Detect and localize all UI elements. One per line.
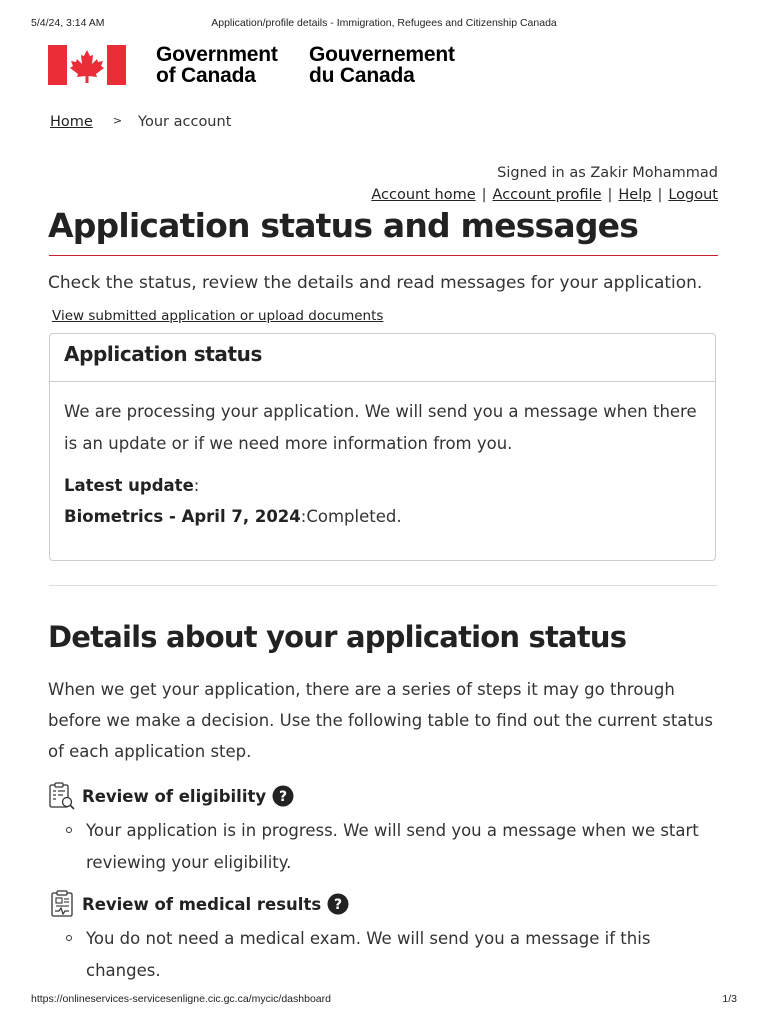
details-title: Details about your application status xyxy=(48,620,627,654)
title-underline xyxy=(49,255,718,256)
breadcrumb-separator: > xyxy=(112,114,123,127)
account-navigation xyxy=(371,187,718,203)
nav-separator: | xyxy=(607,187,613,203)
latest-update xyxy=(64,470,701,532)
step-text: Your application is in progress. We will send you a message when we start reviewing your eligibility. xyxy=(86,821,699,872)
step-header xyxy=(48,781,728,811)
svg-text:?: ? xyxy=(279,789,288,805)
intro-text xyxy=(48,267,723,332)
latest-update-label: Latest update xyxy=(64,476,194,495)
application-status-body xyxy=(50,382,715,546)
print-datetime: 5/4/24, 3:14 AM xyxy=(31,17,105,29)
details-intro: When we get your application, there are a series of steps it may go through before we make a decision. Use the following table to find out the current status of each application step. xyxy=(48,680,713,761)
latest-update-value: :Completed. xyxy=(300,507,402,526)
print-page-title: Application/profile details - Immigration, Refugees and Citizenship Canada xyxy=(211,17,557,29)
section-divider xyxy=(49,585,718,586)
help-link[interactable]: Help xyxy=(618,187,652,203)
account-profile-link[interactable]: Account profile xyxy=(492,187,602,203)
logout-link[interactable]: Logout xyxy=(668,187,718,203)
help-question-icon[interactable] xyxy=(272,785,294,807)
nav-separator: | xyxy=(481,187,487,203)
government-of-canada-signature[interactable] xyxy=(48,44,488,86)
step-medical-results xyxy=(48,889,728,987)
nav-separator: | xyxy=(657,187,663,203)
help-question-icon[interactable] xyxy=(327,893,349,915)
signature-fr-line2: du Canada xyxy=(309,64,415,87)
account-home-link[interactable]: Account home xyxy=(371,187,476,203)
eligibility-review-icon xyxy=(48,782,76,810)
print-url: https://onlineservices-servicesenligne.cic.gc.ca/mycic/dashboard xyxy=(31,993,331,1005)
status-message: We are processing your application. We will send you a message when there is an update or if we need more information from you. xyxy=(64,402,697,453)
svg-text:?: ? xyxy=(334,897,343,913)
bullet-marker xyxy=(66,935,72,941)
breadcrumb-current: Your account xyxy=(138,114,232,130)
signature-fr-line1: Gouvernement xyxy=(309,43,455,66)
signature-en-line2: of Canada xyxy=(156,64,256,87)
step-description xyxy=(48,923,728,987)
step-description xyxy=(48,815,728,879)
bullet-marker xyxy=(66,827,72,833)
breadcrumb-home-link[interactable]: Home xyxy=(50,114,93,130)
application-status-heading: Application status xyxy=(50,334,715,382)
step-title: Review of eligibility xyxy=(82,786,267,806)
intro-sentence: Check the status, review the details and read messages for your application. xyxy=(48,273,703,293)
step-eligibility xyxy=(48,781,728,879)
signed-in-status: Signed in as Zakir Mohammad xyxy=(497,165,718,181)
signature-french xyxy=(309,44,455,86)
print-page-number: 1/3 xyxy=(722,993,737,1005)
step-title: Review of medical results xyxy=(82,894,322,914)
page-title: Application status and messages xyxy=(48,206,639,245)
step-header xyxy=(48,889,728,919)
medical-results-icon xyxy=(48,890,76,918)
signature-english xyxy=(156,44,278,86)
signature-en-line1: Government xyxy=(156,43,278,66)
canada-flag-icon xyxy=(48,45,126,85)
latest-update-item: Biometrics - April 7, 2024 xyxy=(64,507,301,526)
view-submitted-application-link[interactable]: View submitted application or upload documents xyxy=(52,308,384,324)
step-text: You do not need a medical exam. We will send you a message if this changes. xyxy=(86,929,651,980)
latest-update-colon: : xyxy=(193,476,200,495)
application-status-panel xyxy=(49,333,716,561)
breadcrumb xyxy=(50,114,231,130)
